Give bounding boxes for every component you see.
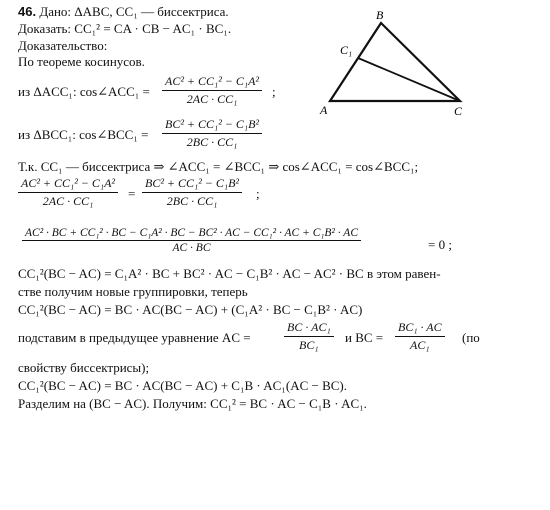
problem-given — [18, 4, 229, 19]
triangle-figure — [318, 8, 478, 118]
label-c: C — [454, 104, 463, 118]
equality-lhs-numerator: AC² + CC₁² − C₁A² — [18, 176, 118, 193]
given-text: Дано: ΔABC, CC₁ — биссектриса. — [39, 4, 229, 19]
problem-number: 46. — [18, 4, 37, 19]
bisector-statement: Т.к. CC₁ — биссектриса ⇒ ∠ACC₁ = ∠BCC₁ ⇒ cos∠ACC₁ = cos∠BCC₁; — [18, 159, 419, 174]
equality-lhs-fraction — [18, 176, 118, 209]
substitution-suffix: (по — [462, 330, 480, 345]
cos-bcc-numerator: BC² + CC₁² − C₁B² — [162, 117, 262, 134]
substitution-fraction-2 — [395, 320, 445, 353]
equality-rhs-numerator: BC² + CC₁² − C₁B² — [142, 176, 242, 193]
substitution-fraction-1 — [284, 320, 334, 353]
body-line-1: CC₁²(BC − AC) = C₁A² · BC + BC² · AC − C₁B² · AC − AC² · BC в этом равен- — [18, 266, 441, 281]
cos-acc-numerator: AC² + CC₁² − C₁A² — [162, 74, 262, 91]
body-line-7: Разделим на (BC − AC). Получим: CC₁² = BC · AC − C₁B · AC₁. — [18, 396, 367, 411]
proof-label: Доказательство: — [18, 38, 108, 53]
cos-bcc-denominator: 2BC · CC₁ — [186, 135, 238, 149]
substitution-fraction-1-denominator: BC₁ — [299, 338, 319, 352]
substitution-prefix: подставим в предыдущее уравнение AC = — [18, 330, 251, 345]
law-of-cosines-label: По теореме косинусов. — [18, 54, 145, 69]
cos-bcc-fraction — [162, 117, 262, 150]
combined-denominator: AC · BC — [172, 242, 211, 254]
triangle-abc — [330, 23, 460, 101]
body-line-2: стве получим новые группировки, теперь — [18, 284, 248, 299]
combined-end: = 0 ; — [428, 237, 452, 252]
equality-rhs-denominator: 2BC · CC₁ — [166, 194, 218, 208]
label-b: B — [376, 8, 384, 22]
cos-acc-fraction — [162, 74, 262, 107]
substitution-and: и BC = — [345, 330, 384, 345]
cos-acc-suffix: ; — [272, 84, 276, 99]
substitution-fraction-2-numerator: BC₁ · AC — [395, 320, 445, 337]
body-line-5: свойству биссектрисы); — [18, 360, 150, 375]
label-a: A — [320, 103, 328, 117]
cos-bcc-prefix: из ΔBCC₁: cos∠BCC₁ = — [18, 127, 149, 142]
equality-end: ; — [256, 186, 260, 201]
bisector-cc1 — [358, 58, 460, 101]
equality-rhs-fraction — [142, 176, 242, 209]
combined-fraction — [22, 227, 361, 254]
equality-lhs-denominator: 2AC · CC₁ — [42, 194, 94, 208]
body-line-3: CC₁²(BC − AC) = BC · AC(BC − AC) + (C₁A² · BC − C₁B² · AC) — [18, 302, 363, 317]
label-c1: C₁ — [340, 43, 353, 57]
cos-acc-prefix: из ΔACC₁: cos∠ACC₁ = — [18, 84, 150, 99]
substitution-fraction-1-numerator: BC · AC₁ — [284, 320, 334, 337]
cos-acc-denominator: 2AC · CC₁ — [186, 92, 238, 106]
combined-numerator: AC² · BC + CC₁² · BC − C₁A² · BC − BC² · AC − CC₁² · AC + C₁B² · AC — [22, 227, 361, 241]
equality-sign: = — [128, 186, 136, 201]
prove-statement: Доказать: CC₁² = CA · CB − AC₁ · BC₁. — [18, 21, 232, 36]
substitution-fraction-2-denominator: AC₁ — [410, 338, 430, 352]
body-line-6: CC₁²(BC − AC) = BC · AC(BC − AC) + C₁B · AC₁(AC − BC). — [18, 378, 348, 393]
